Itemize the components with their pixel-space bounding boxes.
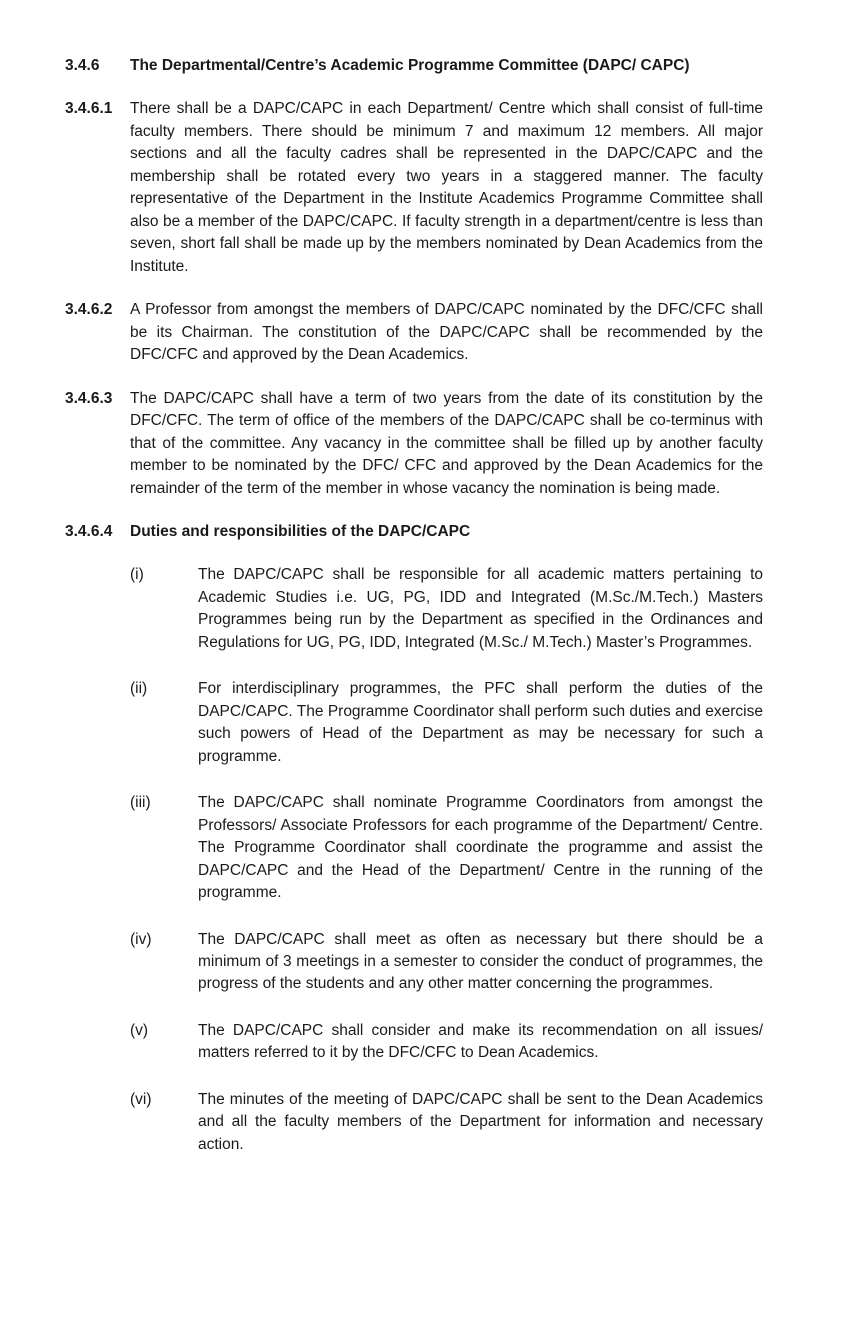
- paragraph-text: There shall be a DAPC/CAPC in each Department/ Centre which shall consist of full-time faculty members. There should be minimum 7 and maximum 12 members. All major sections and all the faculty cadres shall be represented in the DAPC/CAPC and the membership shall be rotated every two years in a staggered manner. The faculty representative of the Department in the Institute Academics Programme Committee shall also be a member of the DAPC/CAPC. If faculty strength in a department/centre is less than seven, short fall shall be made up by the members nominated by Dean Academics from the Institute.: [130, 100, 763, 275]
- section-heading-346: [65, 55, 763, 77]
- paragraph-3463: [65, 388, 763, 500]
- section-number: 3.4.6.4: [65, 522, 113, 540]
- list-item-text: The DAPC/CAPC shall meet as often as necessary but there should be a minimum of 3 meetings in a semester to consider the conduct of programmes, the progress of the students and any other matter concerning the programmes.: [198, 930, 763, 993]
- paragraph-3462: [65, 299, 763, 366]
- list-item-text: For interdisciplinary programmes, the PFC shall perform the duties of the DAPC/CAPC. The Programme Coordinator shall perform such duties and exercise such powers of Head of the Department as may be necessary for such a programme.: [198, 680, 763, 765]
- list-item: [130, 678, 763, 768]
- list-item: [130, 564, 763, 654]
- list-item-label: (i): [130, 566, 144, 584]
- list-item-text: The DAPC/CAPC shall be responsible for all academic matters pertaining to Academic Studies i.e. UG, PG, IDD and Integrated (M.Sc./M.Tech.) Masters Programmes being run by the Department as specified in the Ordinances and Regulations for UG, PG, IDD, Integrated (M.Sc./ M.Tech.) Master’s Programmes.: [198, 566, 763, 651]
- paragraph-text: The DAPC/CAPC shall have a term of two years from the date of its constitution by the DFC/CFC. The term of office of the members of the DAPC/CAPC shall be co-terminus with that of the committee. Any vacancy in the committee shall be filled up by another faculty member to be nominated by the DFC/ CFC and approved by the Dean Academics for the remainder of the term of the member in whose vacancy the nomination is being made.: [130, 389, 763, 497]
- list-item: [130, 1089, 763, 1156]
- list-item-label: (v): [130, 1021, 149, 1039]
- list-item-label: (vi): [130, 1090, 152, 1108]
- list-item-text: The DAPC/CAPC shall nominate Programme Coordinators from amongst the Professors/ Associate Professors for each programme of the Department/ Centre. The Programme Coordinator shall coordinate the programme and assist the DAPC/CAPC and the Head of the Department/ Centre in the running of the programme.: [198, 794, 763, 902]
- list-item-label: (iii): [130, 794, 151, 812]
- duties-list: [130, 564, 763, 1156]
- list-item-label: (iv): [130, 930, 152, 948]
- paragraph-text: A Professor from amongst the members of DAPC/CAPC nominated by the DFC/CFC shall be its Chairman. The constitution of the DAPC/CAPC shall be recommended by the DFC/CFC and approved by the Dean Academics.: [130, 301, 763, 364]
- list-item: [130, 792, 763, 904]
- section-heading-text: The Departmental/Centre’s Academic Programme Committee (DAPC/ CAPC): [130, 57, 690, 74]
- list-item: [130, 1020, 763, 1065]
- paragraph-number: 3.4.6.1: [65, 100, 113, 118]
- list-item: [130, 929, 763, 996]
- list-item-text: The minutes of the meeting of DAPC/CAPC shall be sent to the Dean Academics and all the faculty members of the Department for information and necessary action.: [198, 1090, 763, 1153]
- paragraph-number: 3.4.6.2: [65, 301, 113, 319]
- section-heading-3464: [65, 521, 763, 543]
- paragraph-3461: [65, 98, 763, 278]
- section-number: 3.4.6: [65, 57, 100, 74]
- paragraph-number: 3.4.6.3: [65, 389, 113, 407]
- section-heading-text: Duties and responsibilities of the DAPC/CAPC: [130, 522, 471, 540]
- list-item-text: The DAPC/CAPC shall consider and make its recommendation on all issues/ matters referred to it by the DFC/CFC to Dean Academics.: [198, 1021, 763, 1062]
- list-item-label: (ii): [130, 680, 148, 698]
